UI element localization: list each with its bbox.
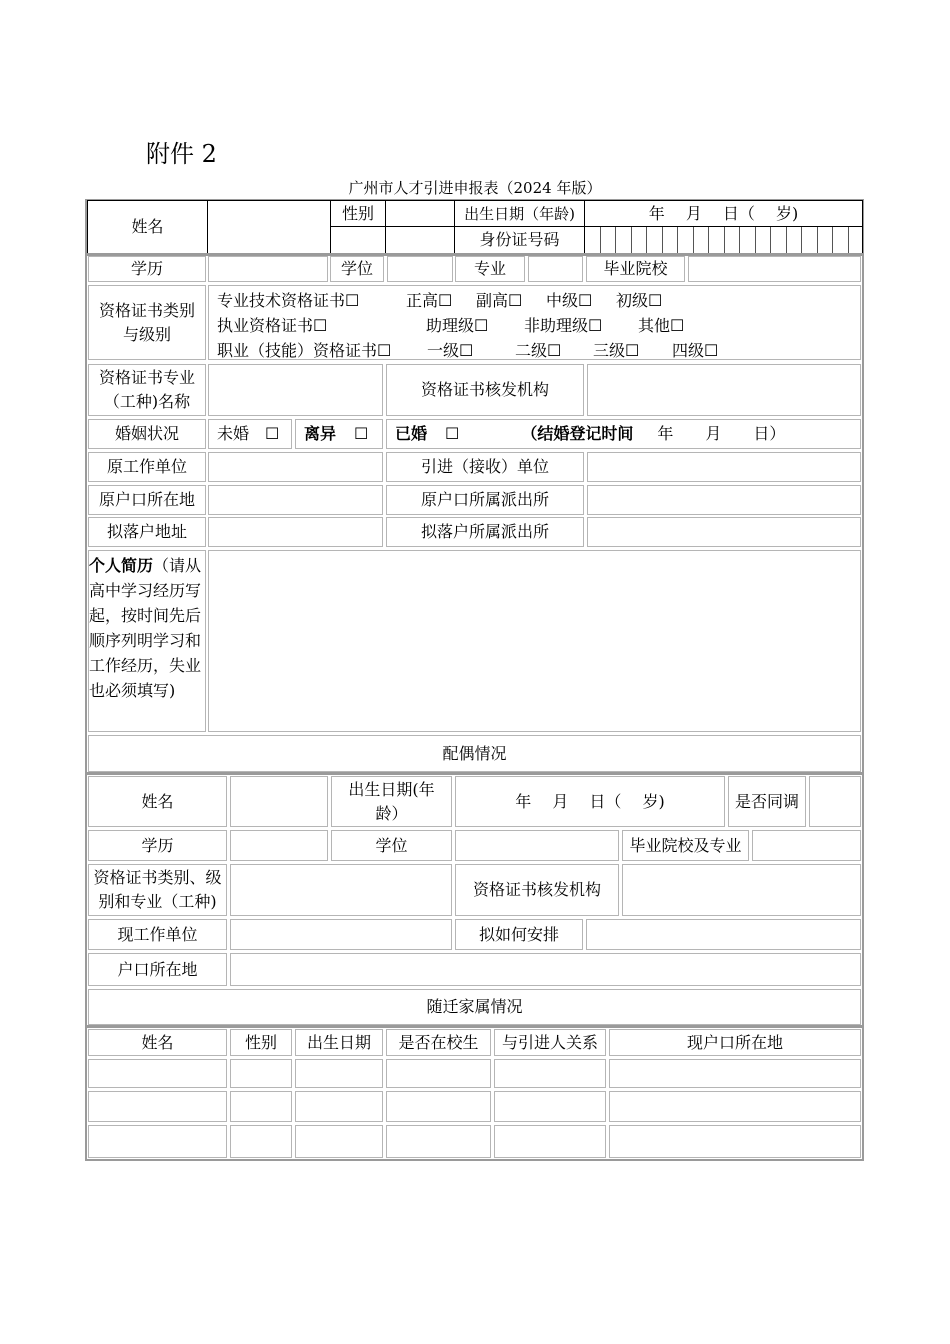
spouse-work-label: 现工作单位 <box>88 919 227 950</box>
spouse-cert-label: 资格证书类别、级别和专业（工种) <box>88 864 227 916</box>
birth-date-input[interactable]: 年 月 日（ 岁) <box>584 200 863 227</box>
spouse-school-label: 毕业院校及专业 <box>622 830 749 861</box>
family-cell[interactable] <box>494 1125 606 1158</box>
id-digit-divider <box>677 227 678 253</box>
resume-title: 个人简历 <box>89 556 154 575</box>
family-cell[interactable] <box>609 1091 861 1122</box>
family-header-hukou: 现户口所在地 <box>609 1029 861 1056</box>
cert-junior-checkbox[interactable]: 初级☐ <box>616 291 663 310</box>
family-cell[interactable] <box>295 1091 383 1122</box>
settle-address-input[interactable] <box>208 517 383 547</box>
cert-major-input[interactable] <box>208 364 383 416</box>
school-input[interactable] <box>688 256 861 282</box>
family-header-gender: 性别 <box>230 1029 292 1056</box>
separator <box>86 772 863 775</box>
cert-deputy-senior-checkbox[interactable]: 副高☐ <box>476 291 523 310</box>
id-digit-divider <box>848 227 849 253</box>
id-digit-divider <box>631 227 632 253</box>
family-cell[interactable] <box>88 1125 227 1158</box>
intro-unit-label: 引进（接收）单位 <box>386 452 584 482</box>
school-label: 毕业院校 <box>586 256 685 282</box>
spouse-arrange-label: 拟如何安排 <box>455 919 583 950</box>
gender-input[interactable] <box>385 200 455 227</box>
cert-non-assistant-checkbox[interactable]: 非助理级☐ <box>524 316 603 335</box>
family-header-student: 是否在校生 <box>386 1029 491 1056</box>
spouse-work-input[interactable] <box>230 919 452 950</box>
family-cell[interactable] <box>230 1125 292 1158</box>
spouse-cert-input[interactable] <box>230 864 452 916</box>
id-digit-divider <box>646 227 647 253</box>
id-digit-divider <box>693 227 694 253</box>
settle-police-input[interactable] <box>587 517 861 547</box>
family-cell[interactable] <box>230 1059 292 1088</box>
id-digit-divider <box>832 227 833 253</box>
cert-major-label: 资格证书专业（工种)名称 <box>88 364 206 416</box>
spouse-issuer-input[interactable] <box>622 864 861 916</box>
family-cell[interactable] <box>609 1125 861 1158</box>
id-digit-divider <box>600 227 601 253</box>
marriage-registration-label: （结婚登记时间 <box>521 424 634 443</box>
gender-label: 性别 <box>330 200 386 227</box>
settle-police-label: 拟落户所属派出所 <box>386 517 584 547</box>
name-label: 姓名 <box>87 200 208 254</box>
family-cell[interactable] <box>386 1125 491 1158</box>
unmarried-checkbox[interactable]: ☐ <box>265 424 280 443</box>
marital-label: 婚姻状况 <box>88 419 206 449</box>
family-header-birth: 出生日期 <box>295 1029 383 1056</box>
cert-intermediate-checkbox[interactable]: 中级☐ <box>546 291 593 310</box>
family-section-title: 随迁家属情况 <box>88 989 861 1025</box>
cert-type-label: 资格证书类别与级别 <box>88 285 206 360</box>
orig-hukou-input[interactable] <box>208 485 383 515</box>
unmarried-text: 未婚 <box>217 424 250 443</box>
family-cell[interactable] <box>494 1091 606 1122</box>
cert-issuer-label: 资格证书核发机构 <box>386 364 584 416</box>
spouse-education-input[interactable] <box>230 830 328 861</box>
family-cell[interactable] <box>386 1091 491 1122</box>
cert-vocational-checkbox[interactable]: 职业（技能）资格证书☐ <box>217 341 392 360</box>
id-digit-divider <box>770 227 771 253</box>
name-input[interactable] <box>207 200 331 254</box>
id-digit-divider <box>801 227 802 253</box>
id-digit-divider <box>755 227 756 253</box>
major-input[interactable] <box>528 256 583 282</box>
spouse-birth-label: 出生日期(年龄） <box>331 776 452 827</box>
id-digit-divider <box>786 227 787 253</box>
spouse-issuer-label: 资格证书核发机构 <box>455 864 619 916</box>
cert-assistant-checkbox[interactable]: 助理级☐ <box>426 316 489 335</box>
cert-issuer-input[interactable] <box>587 364 861 416</box>
degree-input[interactable] <box>387 256 453 282</box>
cert-level1-checkbox[interactable]: 一级☐ <box>427 341 474 360</box>
divorced-option[interactable] <box>295 419 383 449</box>
divorced-text: 离异 <box>304 424 337 443</box>
cert-practice-checkbox[interactable]: 执业资格证书☐ <box>217 316 328 335</box>
resume-textarea[interactable] <box>208 550 861 732</box>
marriage-registration-date[interactable]: 年 月 日） <box>657 424 786 443</box>
family-cell[interactable] <box>386 1059 491 1088</box>
spouse-section-title: 配偶情况 <box>88 735 861 772</box>
orig-police-input[interactable] <box>587 485 861 515</box>
form-title: 广州市人才引进申报表（2024 年版） <box>348 179 602 197</box>
family-cell[interactable] <box>88 1091 227 1122</box>
orig-hukou-label: 原户口所在地 <box>88 485 206 515</box>
spouse-degree-input[interactable] <box>455 830 619 861</box>
cert-other-checkbox[interactable]: 其他☐ <box>638 316 685 335</box>
spouse-transfer-label: 是否同调 <box>728 776 806 827</box>
education-input[interactable] <box>208 256 328 282</box>
spouse-hukou-label: 户口所在地 <box>88 953 227 986</box>
family-cell[interactable] <box>494 1059 606 1088</box>
spouse-name-label: 姓名 <box>88 776 227 827</box>
family-header-relation: 与引进人关系 <box>494 1029 606 1056</box>
id-digit-divider <box>724 227 725 253</box>
unmarried-option[interactable] <box>208 419 292 449</box>
family-cell[interactable] <box>295 1125 383 1158</box>
resume-label <box>89 553 203 703</box>
settle-address-label: 拟落户地址 <box>88 517 206 547</box>
id-digit-divider <box>615 227 616 253</box>
spouse-name-input[interactable] <box>230 776 328 827</box>
orig-work-unit-label: 原工作单位 <box>88 452 206 482</box>
id-digit-divider <box>817 227 818 253</box>
degree-label: 学位 <box>330 256 384 282</box>
spouse-school-input[interactable] <box>752 830 861 861</box>
family-cell[interactable] <box>230 1091 292 1122</box>
gender-input-lower2[interactable] <box>385 226 455 254</box>
birth-label: 出生日期（年龄) <box>454 200 585 227</box>
id-digit-divider <box>662 227 663 253</box>
family-cell[interactable] <box>609 1059 861 1088</box>
id-digit-divider <box>739 227 740 253</box>
cert-senior-checkbox[interactable]: 正高☐ <box>406 291 453 310</box>
cert-level4-checkbox[interactable]: 四级☐ <box>672 341 719 360</box>
id-number-label: 身份证号码 <box>454 226 585 254</box>
spouse-transfer-input[interactable] <box>809 776 861 827</box>
major-label: 专业 <box>455 256 525 282</box>
spouse-degree-label: 学位 <box>331 830 452 861</box>
orig-police-label: 原户口所属派出所 <box>386 485 584 515</box>
spouse-hukou-input[interactable] <box>230 953 861 986</box>
intro-unit-input[interactable] <box>587 452 861 482</box>
family-header-name: 姓名 <box>88 1029 227 1056</box>
married-text: 已婚 <box>395 424 428 443</box>
married-option[interactable] <box>386 419 861 449</box>
education-label: 学历 <box>88 256 206 282</box>
spouse-birth-input[interactable]: 年 月 日（ 岁) <box>455 776 725 827</box>
id-digit-divider <box>708 227 709 253</box>
family-cell[interactable] <box>88 1059 227 1088</box>
annex-label: 附件 2 <box>146 140 217 168</box>
orig-work-unit-input[interactable] <box>208 452 383 482</box>
resume-instructions: （请从高中学习经历写起，按时间先后顺序列明学习和工作经历，失业也必须填写) <box>89 556 202 700</box>
divorced-checkbox[interactable]: ☐ <box>354 424 369 443</box>
cert-level2-checkbox[interactable]: 二级☐ <box>515 341 562 360</box>
separator <box>86 1025 863 1028</box>
cert-level3-checkbox[interactable]: 三级☐ <box>593 341 640 360</box>
spouse-arrange-input[interactable] <box>586 919 861 950</box>
family-cell[interactable] <box>295 1059 383 1088</box>
spouse-education-label: 学历 <box>88 830 227 861</box>
gender-input-lower[interactable] <box>330 226 386 254</box>
cert-prof-tech-checkbox[interactable]: 专业技术资格证书☐ <box>217 291 360 310</box>
married-checkbox[interactable]: ☐ <box>445 424 460 443</box>
